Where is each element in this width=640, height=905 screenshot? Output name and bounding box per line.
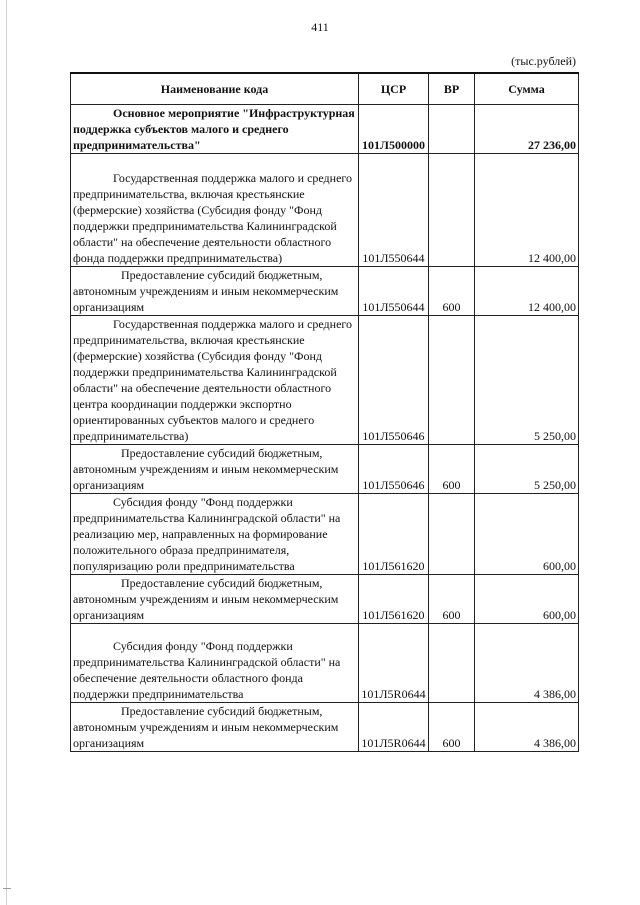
row-csr: 101Л550646 bbox=[359, 445, 429, 494]
row-sum: 4 386,00 bbox=[475, 624, 579, 703]
row-name: Предоставление субсидий бюджетным, автономным учреждениям и иным некоммерческим организациям bbox=[73, 446, 339, 492]
row-vr: 600 bbox=[429, 445, 475, 494]
row-vr bbox=[429, 105, 475, 154]
row-name: Субсидия фонду "Фонд поддержки предпринимательства Калининградской области" на обеспечение деятельности областного фонда поддержки предпринимательства bbox=[73, 639, 341, 701]
table-row bbox=[71, 445, 579, 494]
row-csr: 101Л5R0644 bbox=[359, 703, 429, 752]
row-vr bbox=[429, 154, 475, 267]
row-name: Предоставление субсидий бюджетным, автономным учреждениям и иным некоммерческим организациям bbox=[73, 704, 339, 750]
header-csr: ЦСР bbox=[359, 73, 429, 105]
row-name: Государственная поддержка малого и среднего предпринимательства, включая крестьянские (фермерские) хозяйства (Субсидия фонду "Фонд поддержки предпринимательства Калининградской области" на обеспечение деятельности областного фонда поддержки предпринимательства) bbox=[73, 171, 353, 265]
row-vr bbox=[429, 624, 475, 703]
page-number: 411 bbox=[311, 20, 329, 34]
table-row bbox=[71, 494, 579, 575]
header-vr: ВР bbox=[429, 73, 475, 105]
table-row bbox=[71, 316, 579, 445]
row-sum: 12 400,00 bbox=[475, 154, 579, 267]
row-sum: 4 386,00 bbox=[475, 703, 579, 752]
table-header-row bbox=[71, 73, 579, 105]
table-row bbox=[71, 575, 579, 624]
row-vr: 600 bbox=[429, 575, 475, 624]
row-name: Субсидия фонду "Фонд поддержки предпринимательства Калининградской области" на реализацию мер, направленных на формирование положительного образа предпринимателя, популяризацию роли предпринимательства bbox=[73, 495, 341, 573]
header-sum: Сумма bbox=[475, 73, 579, 105]
row-name: Основное мероприятие "Инфраструктурная поддержка субъектов малого и среднего предпринимательства" bbox=[73, 106, 355, 152]
row-csr: 101Л550644 bbox=[359, 154, 429, 267]
row-csr: 101Л561620 bbox=[359, 575, 429, 624]
row-vr bbox=[429, 316, 475, 445]
row-name: Государственная поддержка малого и среднего предпринимательства, включая крестьянские (фермерские) хозяйства (Субсидия фонду "Фонд поддержки предпринимательства Калининградской области" на обеспечение деятельности областного центра координации поддержки экспортно ориентированных субъектов малого и среднего предпринимательства) bbox=[73, 317, 353, 443]
row-name: Предоставление субсидий бюджетным, автономным учреждениям и иным некоммерческим организациям bbox=[73, 268, 339, 314]
row-csr: 101Л5R0644 bbox=[359, 624, 429, 703]
table-row bbox=[71, 154, 579, 267]
row-sum: 5 250,00 bbox=[475, 316, 579, 445]
row-vr: 600 bbox=[429, 267, 475, 316]
table-row bbox=[71, 624, 579, 703]
header-name: Наименование кода bbox=[71, 73, 359, 105]
scan-edge-line bbox=[6, 0, 7, 905]
table-row bbox=[71, 267, 579, 316]
row-vr: 600 bbox=[429, 703, 475, 752]
table-row bbox=[71, 105, 579, 154]
row-csr: 101Л561620 bbox=[359, 494, 429, 575]
row-sum: 600,00 bbox=[475, 494, 579, 575]
row-name: Предоставление субсидий бюджетным, автономным учреждениям и иным некоммерческим организациям bbox=[73, 576, 339, 622]
row-sum: 5 250,00 bbox=[475, 445, 579, 494]
units-note: (тыс.рублей) bbox=[511, 54, 576, 68]
scan-edge-tick bbox=[3, 888, 11, 889]
row-csr: 101Л500000 bbox=[359, 105, 429, 154]
row-sum: 27 236,00 bbox=[475, 105, 579, 154]
row-vr bbox=[429, 494, 475, 575]
budget-table bbox=[70, 72, 579, 752]
row-csr: 101Л550644 bbox=[359, 267, 429, 316]
row-csr: 101Л550646 bbox=[359, 316, 429, 445]
row-sum: 600,00 bbox=[475, 575, 579, 624]
table-row bbox=[71, 703, 579, 752]
row-sum: 12 400,00 bbox=[475, 267, 579, 316]
